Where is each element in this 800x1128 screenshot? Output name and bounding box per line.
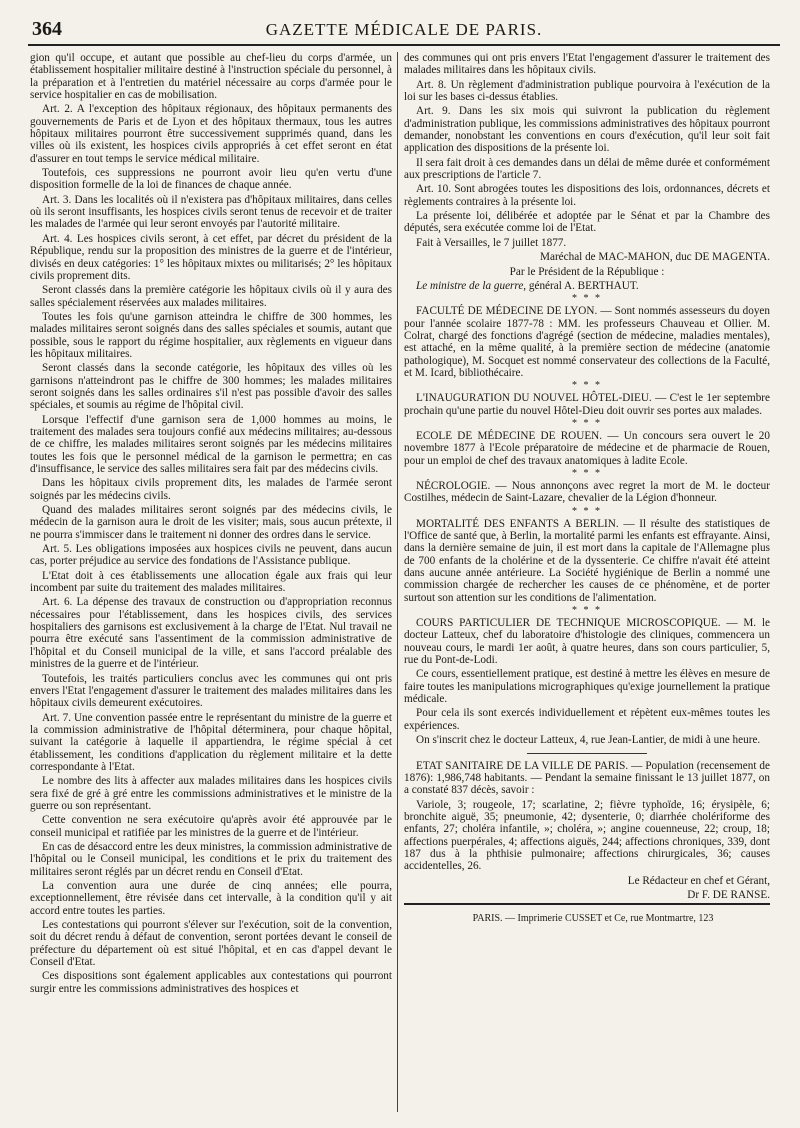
separator-stars: * * *	[572, 380, 602, 392]
column-divider	[397, 52, 398, 1112]
journal-title: GAZETTE MÉDICALE DE PARIS.	[265, 20, 543, 39]
left-column	[30, 52, 392, 1112]
paragraph: Art. 6. La dépense des travaux de construction ou d'appropriation reconnus nécessaires pour l'établissement, dans les hospices civils, des services hospitaliers des garnisons est exclusivement à la charge de l'Etat. Nul travail ne pourra être exécuté sans l'assentiment de la commission administrative de l'hôpital et du Conseil municipal de la ville, et sans l'accord préalable des ministres de la guerre et de l'intérieur.	[30, 596, 392, 671]
news-item: MORTALITÉ DES ENFANTS A BERLIN. — Il résulte des statistiques de l'Office de santé que, à Berlin, la mortalité parmi les enfants est effrayante. Ainsi, dans la dernière semaine de juin, il est mort dans la capitale de l'Allemagne plus de 700 enfants de la cholérine et de la dyssenterie. Ce chiffre n'avait été atteint dans aucune année antérieure. La Société hygiénique de Berlin a nommé une commission chargée de rechercher les causes de ce phénomène, et de porter surtout son attention sur les conditions de l'alimentation.	[404, 517, 770, 604]
paragraph: Toutefois, les traités particuliers conclus avec les communes qui ont pris envers l'Etat l'engagement d'assurer le traitement des malades militaires dans les hôpitaux civils demeurent exécutoires.	[30, 672, 392, 710]
separator-stars: * * *	[572, 293, 602, 305]
paragraph: Cette convention ne sera exécutoire qu'après avoir été approuvée par le conseil municipal et ratifiée par les ministres de la guerre et de l'intérieur.	[30, 814, 392, 839]
separator-stars: * * *	[572, 605, 602, 617]
paragraph: Toutefois, ces suppressions ne pourront avoir lieu qu'en vertu d'une disposition formelle de la loi de finances de chaque année.	[30, 167, 392, 192]
paragraph: L'Etat doit à ces établissements une allocation égale aux frais qui leur incombent par suite du traitement des malades militaires.	[30, 569, 392, 595]
separator-stars: * * *	[572, 417, 602, 429]
paragraph: La convention aura une durée de cinq années; elle pourra, exceptionnellement, être révisée dans cet intervalle, à la condition qu'il y ait accord entre toutes les parties.	[30, 880, 392, 917]
page-header	[28, 14, 780, 46]
paragraph: Seront classés dans la première catégorie les hôpitaux civils où il y aura des salles spécialement réservées aux malades militaires.	[30, 284, 392, 309]
date-line: Fait à Versailles, le 7 juillet 1877.	[416, 236, 567, 249]
news-item: FACULTÉ DE MÉDECINE DE LYON. — Sont nommés assesseurs du doyen pour l'année scolaire 1877-78 : MM. les professeurs Chauveau et Ollier. M. Colrat, chargé des fonctions d'agrégé (section de médecine, maladies mentales), est attaché, en la même qualité, à la première section de médecine (anatomie pathologique), M. Socquet est nommé conservateur des collections de la Faculté, et M. Icard, bibliothécaire.	[404, 305, 770, 379]
imprint-line: PARIS. — Imprimerie CUSSET et Ce, rue Montmartre, 123	[404, 903, 770, 925]
death-causes: Variole, 3; rougeole, 17; scarlatine, 2; fièvre typhoïde, 16; érysipèle, 6; bronchite aiguë, 35; pneumonie, 42; dysenterie, 0; diarrhée cholériforme des enfants, 27; choléra infantile, »; choléra, »; angine couenneuse, 22; croup, 18; affections puerpérales, 4; affections aiguës, 244; affections chroniques, 339, dont 187 dus à la phthisie pulmonaire; affections chirurgicales, 36; causes accidentelles, 26.	[404, 798, 770, 873]
separator-stars: * * *	[572, 467, 602, 479]
news-item: L'INAUGURATION DU NOUVEL HÔTEL-DIEU. — C'est le 1er septembre prochain qu'une partie du nouvel Hôtel-Dieu doit ouvrir ses portes aux malades.	[404, 392, 770, 417]
paragraph: Toutes les fois qu'une garnison atteindra le chiffre de 300 hommes, les malades militaires seront soignés dans des salles spéciales et soumis, autant que possible, sous le rapport du régime hospitalier, aux règlements en vigueur dans les hôpitaux militaires.	[30, 310, 392, 360]
minister-label: Le ministre de la guerre,	[416, 279, 527, 292]
right-column	[404, 52, 770, 1112]
minister-name: général A. BERTHAUT.	[528, 279, 639, 292]
signature: Maréchal de MAC-MAHON, duc DE MAGENTA.	[540, 251, 770, 264]
paragraph: Ces dispositions sont également applicables aux contestations qui pourront surgir entre les commissions administratives des hospices et	[30, 970, 392, 995]
paragraph: Art. 8. Un règlement d'administration publique pourvoira à l'exécution de la loi sur les bases ci-dessus établies.	[404, 78, 770, 104]
paragraph: Les contestations qui pourront s'élever sur l'exécution, soit de la convention, soit du décret rendu à défaut de convention, seront portées devant le conseil de préfecture du département où est situé l'hôpital, et en cas d'appel devant le Conseil d'Etat.	[30, 919, 392, 969]
editor-title: Le Rédacteur en chef et Gérant,	[627, 874, 770, 887]
news-item: COURS PARTICULIER DE TECHNIQUE MICROSCOPIQUE. — M. le docteur Latteux, chef du laboratoire d'histologie des cliniques, commencera un nouveau cours, le mardi 1er août, à quatre heures, dans son cours particulier, 5, rue du Pont-de-Lodi.	[404, 617, 770, 667]
news-item: NÉCROLOGIE. — Nous annonçons avec regret la mort de M. le docteur Costilhes, médecin de Saint-Lazare, chevalier de la Légion d'honneur.	[404, 479, 770, 505]
paragraph: Art. 10. Sont abrogées toutes les dispositions des lois, ordonnances, décrets et règlements contraires à la présente loi.	[404, 183, 770, 208]
sanitary-report: ETAT SANITAIRE DE LA VILLE DE PARIS. — Population (recensement de 1876): 1,986,748 habitants. — Pendant la semaine finissant le 13 juillet 1877, on a constaté 837 décès, savoir :	[404, 759, 770, 797]
page-number: 364	[32, 18, 62, 40]
paragraph: Ce cours, essentiellement pratique, est destiné à mettre les élèves en mesure de faire toutes les manipulations micrographiques qu'exige journellement la pratique médicale.	[404, 668, 770, 706]
section-rule	[527, 753, 647, 754]
paragraph: Art. 3. Dans les localités où il n'existera pas d'hôpitaux militaires, dans celles où ils seront insuffisants, les hospices civils seront tenus de recevoir et de traiter les malades de l'armée qui leur seront envoyés par l'autorité militaire.	[30, 193, 392, 231]
separator-stars: * * *	[572, 505, 602, 517]
paragraph: Art. 7. Une convention passée entre le représentant du ministre de la guerre et la commission administrative de l'hôpital déterminera, pour chaque hôpital, suivant la catégorie à laquelle il appartiendra, le régime spécial à cet établissement, les conditions d'application du règlement militaire et la dette correspondante à l'Etat.	[30, 711, 392, 773]
paragraph: Art. 4. Les hospices civils seront, à cet effet, par décret du président de la République, rendu sur la proposition des ministres de la guerre et de l'intérieur, divisés en deux catégories: 1° les hôpitaux mixtes ou militarisés; 2° les hôpitaux civils proprement dits.	[30, 232, 392, 282]
minister-line	[404, 280, 770, 292]
paragraph: Art. 5. Les obligations imposées aux hospices civils ne peuvent, dans aucun cas, porter préjudice au service des fondations de l'Assistance publique.	[30, 543, 392, 568]
paragraph: La présente loi, délibérée et adoptée par le Sénat et par la Chambre des députés, sera exécutée comme loi de l'Etat.	[404, 210, 770, 235]
paragraph: Art. 9. Dans les six mois qui suivront la publication du règlement d'administration publique, les commissions administratives des hôpitaux pourront demander, nonobstant les conventions en cours d'exécution, qu'il leur soit fait application des dispositions de la présente loi.	[404, 105, 770, 155]
paragraph: En cas de désaccord entre les deux ministres, la commission administrative de l'hôpital ou le Conseil municipal, les conditions et le prix du traitement des militaires seront réglés par un décret rendu en Conseil d'Etat.	[30, 840, 392, 878]
paragraph: Pour cela ils sont exercés individuellement et répètent eux-mêmes toutes les expériences.	[404, 707, 770, 732]
paragraph: gion qu'il occupe, et autant que possible au chef-lieu du corps d'armée, un établissement hospitalier militaire destiné à l'instruction spéciale du personnel, à la préparation et à l'entretien du matériel nécessaire au corps d'armée pour le service hospitalier en cas de mobilisation.	[30, 52, 392, 102]
paragraph: Il sera fait droit à ces demandes dans un délai de même durée et conformément aux prescriptions de l'article 7.	[404, 156, 770, 182]
editor-name: Dr F. DE RANSE.	[687, 888, 770, 901]
paragraph: Dans les hôpitaux civils proprement dits, les malades de l'armée seront soignés par les médecins civils.	[30, 477, 392, 502]
paragraph: On s'inscrit chez le docteur Latteux, 4, rue Jean-Lantier, de midi à une heure.	[416, 734, 761, 747]
par-le-president: Par le Président de la République :	[509, 265, 665, 278]
paragraph: Lorsque l'effectif d'une garnison sera de 1,000 hommes au moins, le traitement des malades sera toujours confié aux médecins militaires; au-dessous de ce chiffre, les malades militaires seront soignés par les médecins militaires toutes les fois que le personnel médical de la garnison le permettra; en cas d'insuffisance, le service des salles militaires sera fait par des médecins civils.	[30, 413, 392, 475]
paragraph: des communes qui ont pris envers l'Etat l'engagement d'assurer le traitement des malades militaires dans les hôpitaux civils.	[404, 52, 770, 77]
news-item: ECOLE DE MÉDECINE DE ROUEN. — Un concours sera ouvert le 20 novembre 1877 à l'Ecole préparatoire de médecine et de pharmacie de Rouen, pour un emploi de chef des travaux anatomiques à ladite Ecole.	[404, 429, 770, 467]
paragraph: Quand des malades militaires seront soignés par des médecins civils, le médecin de la garnison aura le droit de les visiter; mais, sous aucun prétexte, il ne pourra s'immiscer dans le traitement ni donner des ordres dans le service.	[30, 504, 392, 541]
paragraph: Art. 2. A l'exception des hôpitaux régionaux, des hôpitaux permanents des gouvernements de Paris et de Lyon et des hôpitaux thermaux, tous les autres hôpitaux militaires pourront être successivement supprimés quand, dans les villes où ils existent, les hospices civils appropriés à cet effet seront en état d'assurer en tout temps le service médical militaire.	[30, 103, 392, 165]
paragraph: Seront classés dans la seconde catégorie, les hôpitaux des villes où les garnisons n'atteindront pas le chiffre de 300 hommes; les malades militaires seront soignés dans les salles ordinaires s'il n'est pas possible d'avoir des salles spéciales, et soumis au régime de l'hôpital civil.	[30, 362, 392, 412]
paragraph: Le nombre des lits à affecter aux malades militaires dans les hospices civils sera fixé de gré à gré entre les commissions administratives et le ministre de la guerre ou son représentant.	[30, 775, 392, 812]
